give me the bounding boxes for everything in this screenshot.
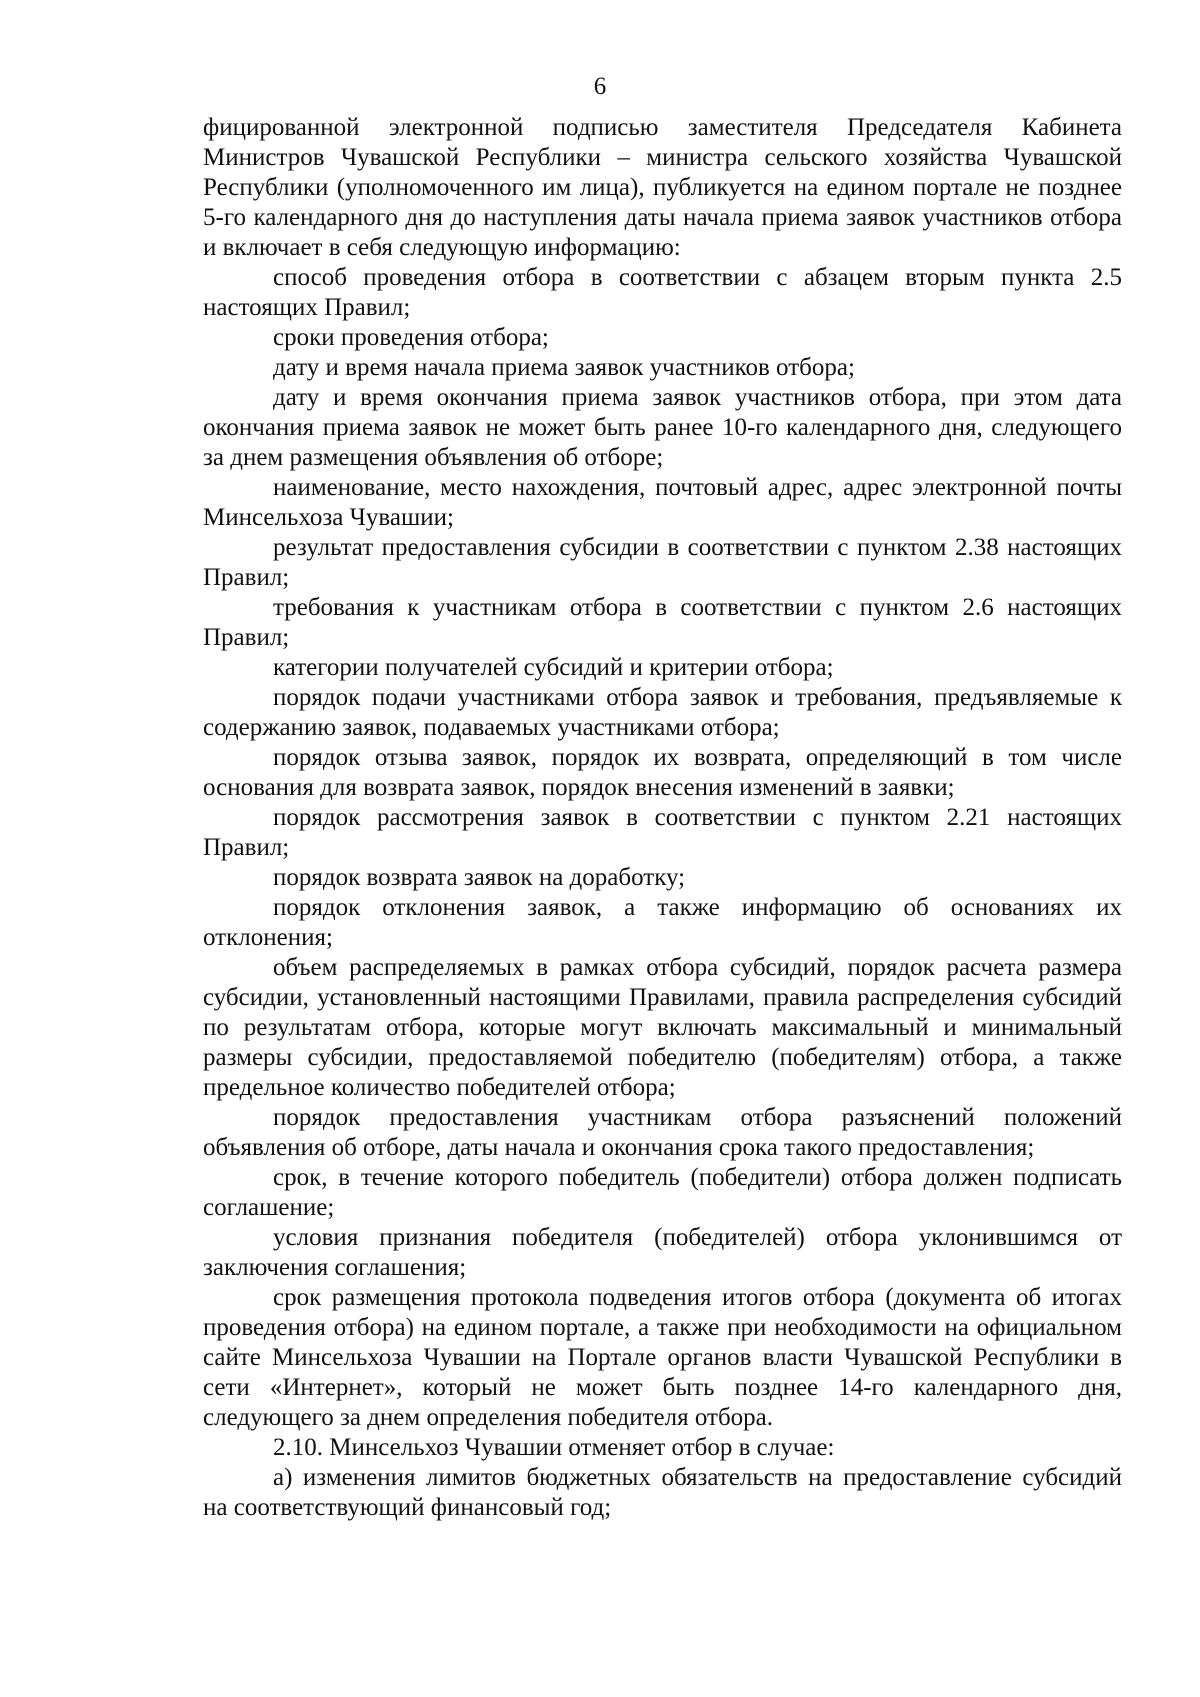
list-item-start-date: дату и время начала приема заявок участников отбора;: [273, 354, 855, 381]
list-item-selection-terms: сроки проведения отбора;: [273, 324, 549, 351]
list-item-clarifications: порядок предоставления участникам отбора разъяснений положений объявления об отборе, даты начала и окончания срока такого предоставления;: [203, 1104, 1122, 1161]
list-item-application-rejection: порядок отклонения заявок, а также информацию об основаниях их отклонения;: [203, 894, 1122, 951]
list-item-subsidy-volume: объем распределяемых в рамках отбора субсидий, порядок расчета размера субсидии, установленный настоящими Правилами, правила распределения субсидий по результатам отбора, которые могут включать максимальный и минимальный размеры субсидии, предоставляемой победителю (победителям) отбора, а также предельное количество победителей отбора;: [203, 954, 1122, 1101]
list-item-evasion-conditions: условия признания победителя (победителей) отбора уклонившимся от заключения соглашения;: [203, 1224, 1122, 1281]
list-item-application-submission: порядок подачи участниками отбора заявок и требования, предъявляемые к содержанию заявок, подаваемых участниками отбора;: [203, 684, 1122, 741]
list-item-recipient-categories: категории получателей субсидий и критерии отбора;: [273, 654, 834, 681]
paragraph-continuation: фицированной электронной подписью заместителя Председателя Кабинета Министров Чувашской Республики – министра сельского хозяйства Чувашской Республики (уполномоченного им лица), публикуется на едином портале не позднее 5-го календарного дня до наступления даты начала приема заявок участников отбора и включает в себя следующую информацию:: [203, 114, 1122, 261]
list-item-agreement-signing: срок, в течение которого победитель (победители) отбора должен подписать соглашение;: [203, 1164, 1122, 1221]
list-item-subsidy-result: результат предоставления субсидии в соответствии с пунктом 2.38 настоящих Правил;: [203, 534, 1122, 591]
page-number: 6: [593, 73, 607, 100]
list-item-participant-requirements: требования к участникам отбора в соответствии с пунктом 2.6 настоящих Правил;: [203, 594, 1122, 651]
list-item-selection-method: способ проведения отбора в соответствии с абзацем вторым пункта 2.5 настоящих Правил;: [203, 264, 1122, 321]
list-item-end-date: дату и время окончания приема заявок участников отбора, при этом дата окончания приема заявок не может быть ранее 10-го календарного дня, следующего за днем размещения объявления об отборе;: [203, 384, 1122, 471]
list-item-protocol-publication: срок размещения протокола подведения итогов отбора (документа об итогах проведения отбора) на едином портале, а также при необходимости на официальном сайте Минсельхоза Чувашии на Портале органов власти Чувашской Республики в сети «Интернет», который не может быть позднее 14-го календарного дня, следующего за днем определения победителя отбора.: [203, 1284, 1122, 1431]
list-item-application-return: порядок возврата заявок на доработку;: [273, 864, 686, 891]
list-item-application-review: порядок рассмотрения заявок в соответствии с пунктом 2.21 настоящих Правил;: [203, 804, 1122, 861]
list-item-contacts: наименование, место нахождения, почтовый адрес, адрес электронной почты Минсельхоза Чувашии;: [203, 474, 1122, 531]
clause-2-10: 2.10. Минсельхоз Чувашии отменяет отбор в случае:: [273, 1434, 835, 1461]
clause-2-10-a: а) изменения лимитов бюджетных обязательств на предоставление субсидий на соответствующий финансовый год;: [203, 1464, 1122, 1521]
document-body: [203, 113, 1122, 1523]
list-item-application-withdrawal: порядок отзыва заявок, порядок их возврата, определяющий в том числе основания для возврата заявок, порядок внесения изменений в заявки;: [203, 744, 1122, 801]
